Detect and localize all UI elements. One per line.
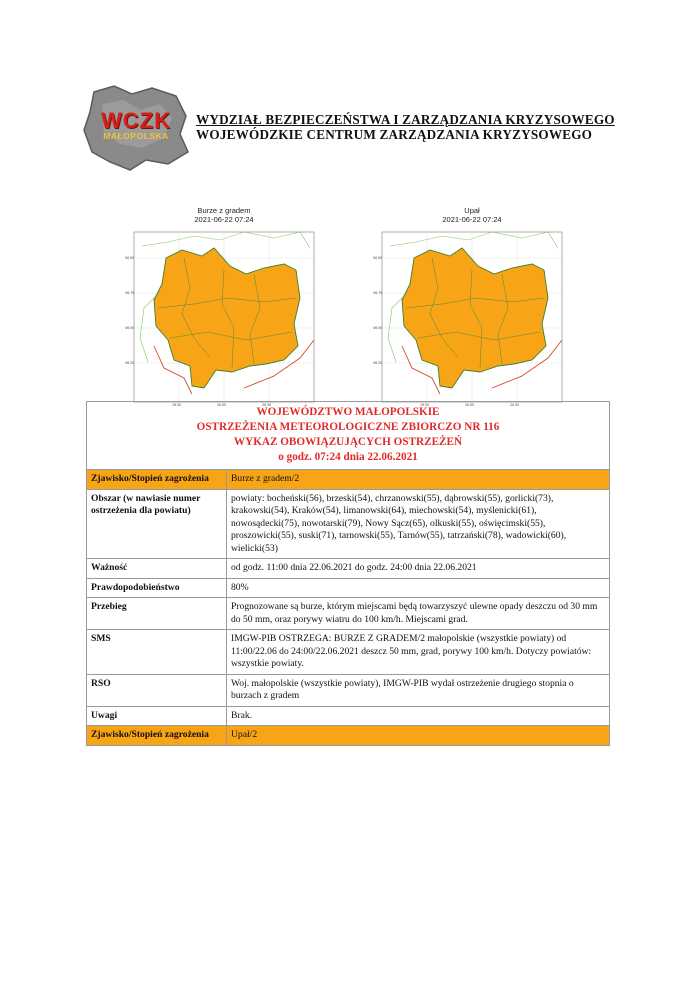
- map-storms: [124, 206, 324, 406]
- table-row: [87, 578, 610, 598]
- table-row: [87, 706, 610, 726]
- row-label: Zjawisko/Stopień zagrożenia: [87, 470, 227, 490]
- row-value: powiaty: bocheński(56), brzeski(54), chrzanowski(55), dąbrowski(55), gorlicki(73), krakowski(54), Kraków(54), limanowski(64), miechowski(54), myślenicki(61), nowosądecki(75), nowotarski(79), Nowy Sącz(65), olkuski(55), oświęcimski(55), proszowicki(55), suski(71), tarnowski(55), Tarnów(55), tatrzański(78), wadowicki(60), wielicki(53): [227, 489, 610, 559]
- region-map: [124, 228, 324, 406]
- table-heading-row: [87, 402, 610, 470]
- row-value: IMGW-PIB OSTRZEGA: BURZE Z GRADEM/2 małopolskie (wszystkie powiaty) od 11:00/22.06 do 24:00/22.06.2021 deszcz 50 mm, grad, porywy 100 km/h. Dotyczy powiatów: wszystkie powiaty.: [227, 630, 610, 675]
- table-row: [87, 630, 610, 675]
- table-row: [87, 674, 610, 706]
- svg-text:19.50: 19.50: [172, 403, 182, 406]
- table-row: [87, 559, 610, 579]
- row-label: Ważność: [87, 559, 227, 579]
- map-title: Burze z gradem 2021-06-22 07:24: [194, 206, 254, 224]
- table-row: [87, 598, 610, 630]
- header-center: WOJEWÓDZKIE CENTRUM ZARZĄDZANIA KRYZYSOWEGO: [196, 127, 593, 142]
- row-value: Woj. małopolskie (wszystkie powiaty), IMGW-PIB wydał ostrzeżenie drugiego stopnia o burzach z gradem: [227, 674, 610, 706]
- row-label: Obszar (w nawiasie numer ostrzeżenia dla powiatu): [87, 489, 227, 559]
- svg-text:20.50: 20.50: [510, 403, 520, 406]
- svg-text:20.00: 20.00: [465, 403, 475, 406]
- table-row: [87, 470, 610, 490]
- svg-text:50.00: 50.00: [373, 256, 383, 260]
- map-heat: [372, 206, 572, 406]
- svg-text:49.25: 49.25: [373, 361, 383, 365]
- map-title: Upał 2021-06-22 07:24: [442, 206, 502, 224]
- row-value: Upał/2: [227, 726, 610, 746]
- logo-subtitle: MAŁOPOLSKA: [103, 131, 169, 141]
- table-heading: WOJEWÓDZTWO MAŁOPOLSKIE OSTRZEŻENIA METEOROLOGICZNE ZBIORCZO NR 116 WYKAZ OBOWIĄZUJĄCYCH OSTRZEŻEŃ o godz. 07:24 dnia 22.06.2021: [87, 402, 610, 470]
- table-row: [87, 726, 610, 746]
- table-row: [87, 489, 610, 559]
- document-header: [196, 112, 616, 142]
- header-department: WYDZIAŁ BEZPIECZEŃSTWA I ZARZĄDZANIA KRYZYSOWEGO: [196, 112, 615, 127]
- svg-text:49.75: 49.75: [373, 291, 383, 295]
- region-map: [372, 228, 572, 406]
- row-label: RSO: [87, 674, 227, 706]
- row-label: Prawdopodobieństwo: [87, 578, 227, 598]
- row-value: Prognozowane są burze, którym miejscami będą towarzyszyć ulewne opady deszczu od 30 mm do 50 mm, oraz porywy wiatru do 100 km/h. Miejscami grad.: [227, 598, 610, 630]
- row-value: Burze z gradem/2: [227, 470, 610, 490]
- warnings-table: [86, 401, 610, 746]
- svg-text:49.75: 49.75: [125, 291, 135, 295]
- row-value: od godz. 11:00 dnia 22.06.2021 do godz. 24:00 dnia 22.06.2021: [227, 559, 610, 579]
- row-label: SMS: [87, 630, 227, 675]
- row-value: 80%: [227, 578, 610, 598]
- svg-text:49.50: 49.50: [125, 326, 135, 330]
- svg-text:50.00: 50.00: [125, 256, 135, 260]
- row-label: Uwagi: [87, 706, 227, 726]
- row-label: Przebieg: [87, 598, 227, 630]
- svg-text:49.50: 49.50: [373, 326, 383, 330]
- svg-text:20.00: 20.00: [217, 403, 227, 406]
- logo-title: WCZK: [101, 108, 171, 133]
- row-value: Brak.: [227, 706, 610, 726]
- svg-text:49.25: 49.25: [125, 361, 135, 365]
- svg-text:20.50: 20.50: [262, 403, 272, 406]
- svg-text:19.50: 19.50: [420, 403, 430, 406]
- row-label: Zjawisko/Stopień zagrożenia: [87, 726, 227, 746]
